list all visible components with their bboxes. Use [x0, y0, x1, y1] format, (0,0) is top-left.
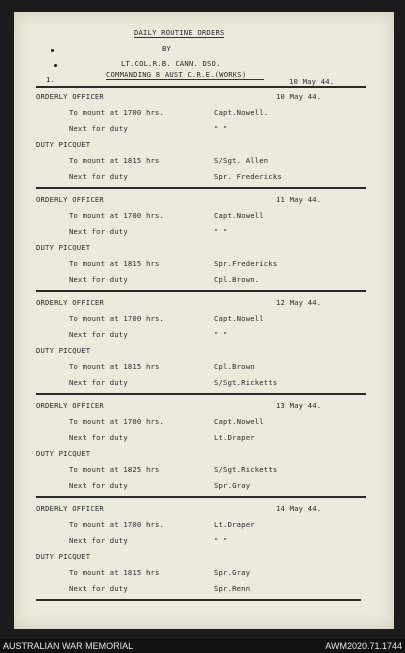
next-for-duty-label: Next for duty [69, 378, 128, 387]
orderly-officer-next: " " [214, 330, 228, 339]
day-date: 11 May 44. [276, 195, 322, 204]
mount-picquet-label: To mount at 1825 hrs [69, 465, 160, 474]
title-underline [134, 37, 224, 38]
mount-picquet-label: To mount at 1815 hrs [69, 156, 160, 165]
day-date: 10 May 44. [276, 92, 322, 101]
next-for-duty-label: Next for duty [69, 275, 128, 284]
section-rule [36, 187, 366, 189]
section-rule [36, 393, 366, 395]
mount-picquet-label: To mount at 1815 hrs [69, 259, 160, 268]
duty-picquet-heading: DUTY PICQUET [36, 449, 91, 458]
orderly-officer-heading: ORDERLY OFFICER [36, 195, 104, 204]
day-date: 12 May 44. [276, 298, 322, 307]
orderly-officer-next: " " [214, 536, 228, 545]
header-rule [36, 86, 366, 88]
mount-picquet-label: To mount at 1815 hrs [69, 362, 160, 371]
mount-1700-label: To mount at 1700 hrs. [69, 211, 165, 220]
section-rule [36, 496, 366, 498]
section-rule [36, 290, 366, 292]
next-for-duty-label: Next for duty [69, 584, 128, 593]
day-date: 13 May 44. [276, 401, 322, 410]
commanding-underline [106, 79, 264, 80]
picquet-mount: S/Sgt.Ricketts [214, 465, 278, 474]
orderly-officer-next: " " [214, 124, 228, 133]
doc-officer: LT.COL.R.B. CANN. DSO. [121, 59, 221, 68]
picquet-next: Spr.Gray [214, 481, 251, 490]
duty-picquet-heading: DUTY PICQUET [36, 243, 91, 252]
doc-date: 10 May 44. [289, 77, 335, 86]
next-for-duty-label: Next for duty [69, 124, 128, 133]
orderly-officer-mount: Capt.Nowell. [214, 108, 269, 117]
orderly-officer-heading: ORDERLY OFFICER [36, 504, 104, 513]
picquet-mount: Cpl.Brown [214, 362, 255, 371]
doc-title: DAILY ROUTINE ORDERS [134, 28, 225, 37]
orderly-officer-mount: Capt.Nowell [214, 211, 264, 220]
footer-left-text: AUSTRALIAN WAR MEMORIAL [3, 641, 134, 651]
orderly-officer-next: Lt.Draper [214, 433, 255, 442]
mount-1700-label: To mount at 1700 hrs. [69, 520, 165, 529]
mount-1700-label: To mount at 1700 hrs. [69, 314, 165, 323]
day-date: 14 May 44. [276, 504, 322, 513]
orderly-officer-heading: ORDERLY OFFICER [36, 92, 104, 101]
next-for-duty-label: Next for duty [69, 481, 128, 490]
picquet-mount: Spr.Fredericks [214, 259, 278, 268]
staple-hole [54, 64, 57, 67]
next-for-duty-label: Next for duty [69, 330, 128, 339]
next-for-duty-label: Next for duty [69, 433, 128, 442]
next-for-duty-label: Next for duty [69, 227, 128, 236]
duty-picquet-heading: DUTY PICQUET [36, 552, 91, 561]
orderly-officer-mount: Capt.Nowell [214, 417, 264, 426]
section-rule [36, 599, 361, 601]
picquet-next: Spr.Renn [214, 584, 251, 593]
footer-right-text: AWM2020.71.1744 [325, 641, 402, 651]
picquet-next: Cpl.Brown. [214, 275, 260, 284]
document-page [14, 12, 394, 629]
orderly-officer-heading: ORDERLY OFFICER [36, 401, 104, 410]
mount-1700-label: To mount at 1700 hrs. [69, 108, 165, 117]
picquet-next: S/Sgt.Ricketts [214, 378, 278, 387]
duty-picquet-heading: DUTY PICQUET [36, 346, 91, 355]
page-number: 1. [46, 75, 56, 84]
orderly-officer-mount: Capt.Nowell [214, 314, 264, 323]
next-for-duty-label: Next for duty [69, 172, 128, 181]
orderly-officer-next: " " [214, 227, 228, 236]
duty-picquet-heading: DUTY PICQUET [36, 140, 91, 149]
footer-bar [0, 639, 405, 653]
doc-commanding: COMMANDING 8 AUST C.R.E.(WORKS) [106, 70, 247, 79]
mount-1700-label: To mount at 1700 hrs. [69, 417, 165, 426]
picquet-mount: Spr.Gray [214, 568, 251, 577]
staple-hole [51, 49, 54, 52]
orderly-officer-mount: Lt.Draper [214, 520, 255, 529]
next-for-duty-label: Next for duty [69, 536, 128, 545]
orderly-officer-heading: ORDERLY OFFICER [36, 298, 104, 307]
picquet-next: Spr. Fredericks [214, 172, 282, 181]
mount-picquet-label: To mount at 1815 hrs [69, 568, 160, 577]
picquet-mount: S/Sgt. Allen [214, 156, 269, 165]
doc-by: BY [162, 44, 172, 53]
